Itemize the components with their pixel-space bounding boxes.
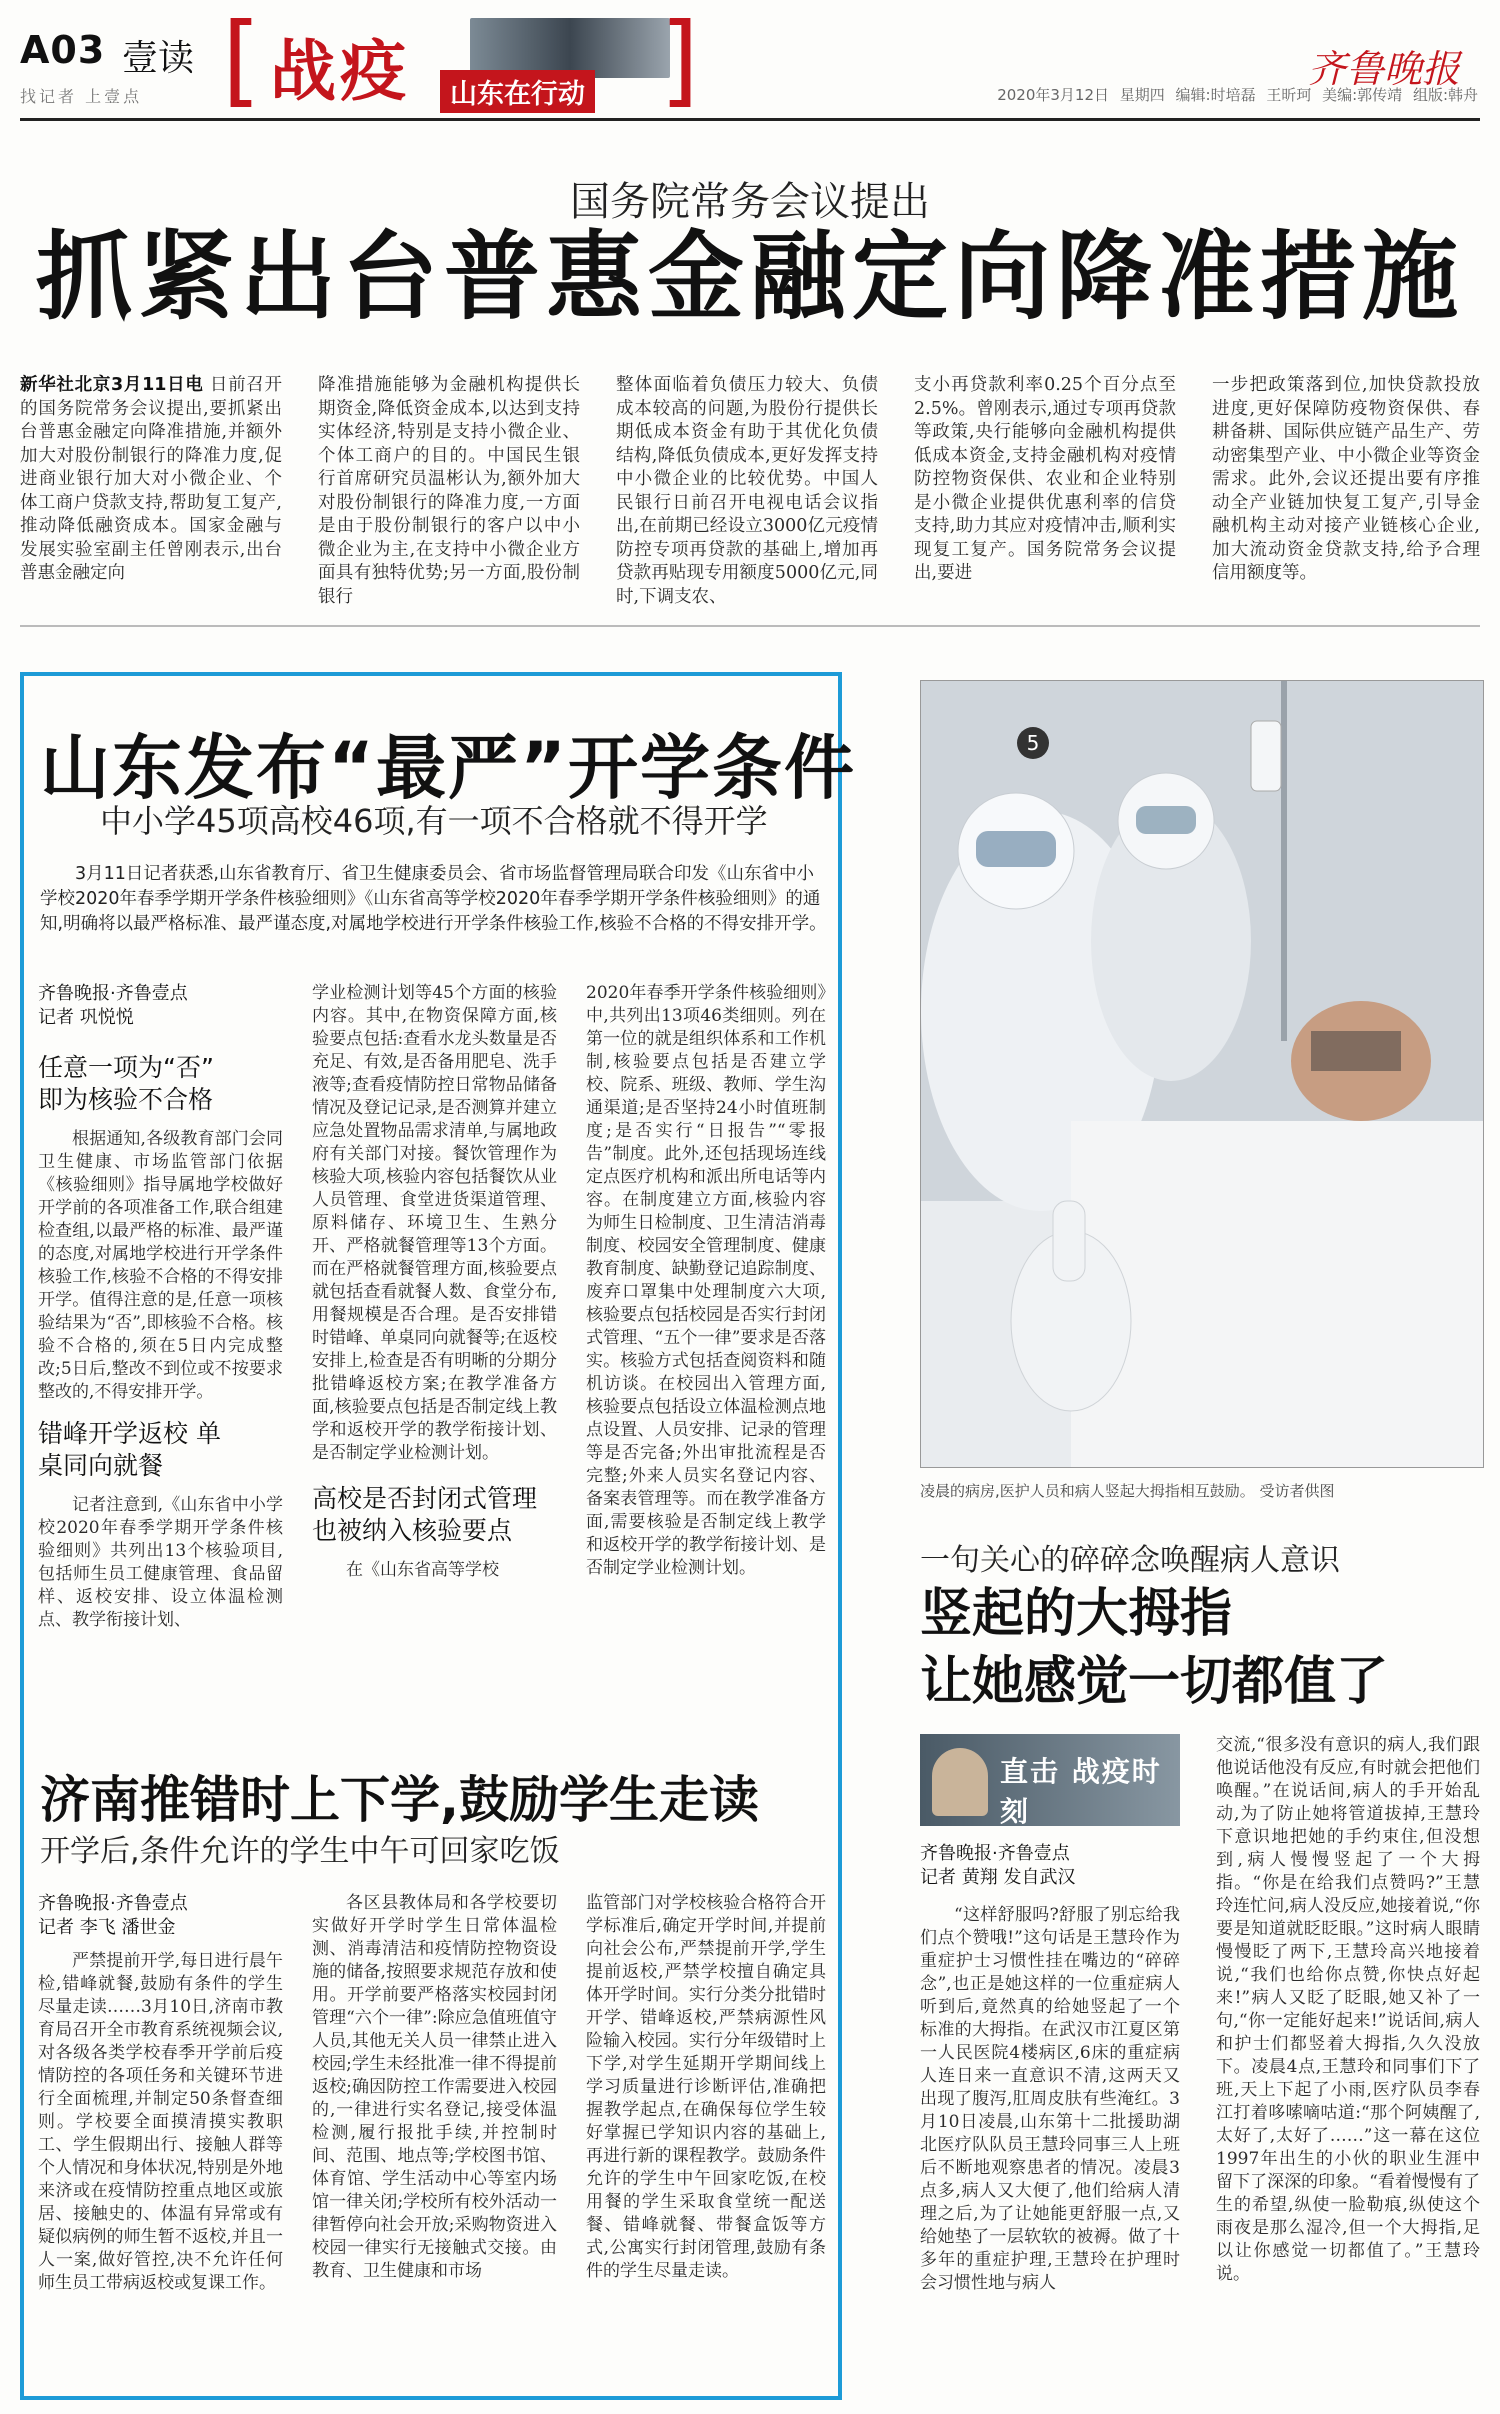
- article2-byline-reporter: 记者 巩悦悦: [38, 1007, 134, 1028]
- article2-headline: 山东发布“最严”开学条件: [40, 727, 857, 809]
- article4-column-1: [920, 1842, 1180, 2295]
- banner-badge: 山东在行动: [440, 70, 595, 113]
- article2-text-2a: 学业检测计划等45个方面的核验内容。其中,在物资保障方面,核验要点包括:查看水龙头数量是否充足、有效,是否备用肥皂、洗手液等;查看疫情防控日常物品储备情况及登记记录,是否测算并建立应急处置物品需求清单,与属地政府有关部门对接。餐饮管理作为核验大项,核验内容包括餐饮从业人员管理、食堂进货渠道管理、原料储存、环境卫生、生熟分开、严格就餐管理等13个方面。而在严格就餐管理方面,核验要点就包括查看就餐人数、食堂分布,用餐规模是否合理。是否安排错时错峰、单桌同向就餐等;在返校安排上,检查是否有明晰的分期分批错峰返校方案;在教学准备方面,核验要点包括是否制定线上教学和返校开学的教学衔接计划、是否制定学业检测计划。: [312, 983, 557, 1463]
- article1-column-2: [318, 374, 580, 609]
- article4-headline: [920, 1580, 1388, 1716]
- reporter-avatar-left: [932, 1748, 988, 1816]
- ward-photo: [920, 680, 1484, 1468]
- article3-subheadline: 开学后,条件允许的学生中午可回家吃饭: [40, 1834, 560, 1869]
- newspaper-brand-logo: 齐鲁晚报: [1307, 47, 1460, 91]
- section-divider: [20, 625, 1480, 627]
- article2-subheadline: 中小学45项高校46项,有一项不合格就不得开学: [100, 802, 768, 840]
- photo-caption: 凌晨的病房,医护人员和病人竖起大拇指相互鼓励。 受访者供图: [920, 1482, 1335, 1500]
- article1-dateline: 新华社北京3月11日电: [20, 375, 204, 395]
- article1-text-5: 一步把政策落到位,加快贷款投放进度,更好保障防疫物资保供、春耕备耕、国际供应链产品生产、劳动密集型产业、中小微企业等资金需求。此外,会议还提出要有序推动全产业链加快复工复产,引导金融机构主动对接产业链核心企业,加大流动资金贷款支持,给予合理信用额度等。: [1212, 375, 1480, 583]
- article4-headline-line-1: 竖起的大拇指: [920, 1584, 1233, 1644]
- article4-column-2: [1216, 1734, 1480, 2286]
- article4-byline-outlet: 齐鲁晚报·齐鲁壹点: [920, 1843, 1070, 1864]
- masthead-rule: [20, 118, 1480, 121]
- article1-column-3: [616, 374, 878, 609]
- article1-headline: 抓紧出台普惠金融定向降准措施: [36, 221, 1464, 333]
- article3-byline-outlet: 齐鲁晚报·齐鲁壹点: [38, 1893, 188, 1914]
- banner-photo: [470, 18, 670, 78]
- article2-text-1b: 记者注意到,《山东省中小学校2020年春季学期开学条件核验细则》共列出13个核验项目,包括师生员工健康管理、食品留样、返校安排、设立体温检测点、教学衔接计划、: [38, 1495, 283, 1630]
- article2-text-3: 2020年春季开学条件核验细则》中,共列出13项46类细则。列在第一位的就是组织体系和工作机制,核验要点包括是否建立学校、院系、班级、教师、学生沟通渠道;是否坚持24小时值班制度;是否实行“日报告”“零报告”制度。此外,还包括现场连线定点医疗机构和派出所电话等内容。在制度建立方面,核验内容为师生日检制度、卫生清洁消毒制度、校园安全管理制度、健康教育制度、缺勤登记追踪制度、废弃口罩集中处理制度六大项,核验要点包括校园是否实行封闭式管理、“五个一律”要求是否落实。核验方式包括查阅资料和随机访谈。在校园出入管理方面,核验要点包括设立体温检测点地点设置、人员安排、记录的管理等是否完备;外出审批流程是否完整;外来人员实名登记内容、备案表管理等。而在教学准备方面,需要核验是否制定线上教学和返校开学的教学衔接计划、是否制定学业检测计划。: [586, 983, 826, 1578]
- article2-subhead-3: 高校是否封闭式管理 也被纳入核验要点: [312, 1484, 538, 1545]
- ward-photo-illustration: [921, 681, 1483, 1467]
- article2-text-1a: 根据通知,各级教育部门会同卫生健康、市场监管部门依据《核验细则》指导属地学校做好开学前的各项准备工作,联合组建检查组,以最严格的标准、最严谨的态度,对属地学校进行开学条件核验工作,核验不合格的不得安排开学。值得注意的是,任意一项核验结果为“否”,即核验不合格。核验不合格的,须在5日内完成整改;5日后,整改不到位或不按要求整改的,不得安排开学。: [38, 1129, 283, 1402]
- article1-column-4: [914, 374, 1176, 586]
- article4-byline-reporter: 记者 黄翔 发自武汉: [920, 1867, 1076, 1888]
- column-badge: [920, 1734, 1180, 1826]
- banner-bracket-right: ]: [660, 1, 700, 118]
- article3-text-3: 监管部门对学校核验合格符合开学标准后,确定开学时间,并提前向社会公布,严禁提前开学,学生提前返校,严禁学校擅自确定具体开学时间。实行分类分批错时开学、错峰返校,严禁病源性风险输入校园。实行分年级错时上下学,对学生延期开学期间线上学习质量进行诊断评估,准确把握教学起点,在确保每位学生较好掌握已学知识内容的基础上,再进行新的课程教学。鼓励条件允许的学生中午回家吃饭,在校用餐的学生采取食堂统一配送餐、错峰就餐、带餐盒饭等方式,公寓实行封闭管理,鼓励有条件的学生尽量走读。: [586, 1893, 826, 2281]
- section-name: 壹读: [122, 38, 195, 79]
- article2-column-1: [38, 982, 283, 1632]
- article4-headline-line-2: 让她感觉一切都值了: [920, 1652, 1389, 1712]
- article1-column-1: [20, 374, 282, 586]
- article1-kicker: 国务院常务会议提出: [570, 179, 930, 225]
- article1-text-1: 日前召开的国务院常务会议提出,要抓紧出台普惠金融定向降准措施,并额外加大对股份制银行的降准力度,促进商业银行加大对小微企业、个体工商户贷款支持,帮助复工复产,推动降低融资成本。国家金融与发展实验室副主任曾刚表示,出台普惠金融定向: [20, 375, 282, 583]
- article3-column-2: [312, 1892, 557, 2283]
- article2-column-2: [312, 982, 557, 1582]
- article4-text-1: “这样舒服吗?舒服了别忘给我们点个赞哦!”这句话是王慧玲作为重症护士习惯性挂在嘴边的“碎碎念”,也正是她这样的一位重症病人听到后,竟然真的给她竖起了一个标准的大拇指。在武汉市江夏区第一人民医院4楼病区,6床的重症病人连日来一直意识不清,这两天又出现了腹泻,肛周皮肤有些淹红。3月10日凌晨,山东第十二批援助湖北医疗队队员王慧玲同事三人上班后不断地观察患者的情况。凌晨3点多,病人又大便了,他们给病人清理之后,为了让她能更舒服一点,又给她垫了一层软软的被褥。做了十多年的重症护理,王慧玲在护理时会习惯性地与病人: [920, 1905, 1180, 2293]
- article2-subhead-2: 错峰开学返校 单桌同向就餐: [38, 1419, 221, 1480]
- article3-column-3: [586, 1892, 826, 2283]
- article4-text-2: 交流,“很多没有意识的病人,我们跟他说话他没有反应,有时就会把他们唤醒。”在说话间,病人的手开始乱动,为了防止她将管道拔掉,王慧玲下意识地把她的手约束住,但没想到,病人慢慢竖起了一个大拇指。“你是在给我们点赞吗?”王慧玲连忙问,病人没反应,她接着说,“你要是知道就眨眨眼。”这时病人眼睛慢慢眨了两下,王慧玲高兴地接着说,“我们也给你点赞,你快点好起来!”病人又眨了眨眼,她又补了一句,“你一定能好起来!”说话间,病人和护士们都竖着大拇指,久久没放下。凌晨4点,王慧玲和同事们下了班,天上下起了小雨,医疗队员李春江打着哆嗦嘀咕道:“那个阿姨醒了,太好了,太好了……”这一幕在这位1997年出生的小伙的职业生涯中留下了深深的印象。“看着慢慢有了生的希望,纵使一脸勒痕,纵使这个雨夜是那么湿冷,但一个大拇指,足以让你感觉一切都值了。”王慧玲说。: [1216, 1735, 1480, 2284]
- svg-text:5: 5: [1026, 731, 1040, 755]
- article4-kicker: 一句关心的碎碎念唤醒病人意识: [920, 1543, 1340, 1578]
- article2-column-3: [586, 982, 826, 1580]
- article2-subhead-1: 任意一项为“否” 即为核验不合格: [38, 1053, 214, 1114]
- article3-column-1: [38, 1892, 283, 2295]
- page-number: A03: [20, 28, 106, 72]
- article1-column-5: [1212, 374, 1480, 586]
- column-badge-text: 直击 战疫时刻: [1000, 1755, 1162, 1828]
- banner-title: 战疫: [270, 32, 410, 110]
- article1-text-3: 整体面临着负债压力较大、负债成本较高的问题,为股份行提供长期低成本资金有助于其优化负债结构,降低负债成本,更好发挥支持中小微企业的比较优势。中国人民银行日前召开电视电话会议指出,在前期已经设立3000亿元疫情防控专项再贷款的基础上,增加再贷款再贴现专用额度5000亿元,同时,下调支农、: [616, 375, 878, 607]
- issue-meta: 2020年3月12日 星期四 编辑:时培磊 王昕珂 美编:郭传靖 组版:韩舟: [997, 86, 1478, 104]
- article3-headline: 济南推错时上下学,鼓励学生走读: [40, 1771, 759, 1829]
- article2-lede: 3月11日记者获悉,山东省教育厅、省卫生健康委员会、省市场监督管理局联合印发《山东省中小学校2020年春季学期开学条件核验细则》《山东省高等学校2020年春季学期开学条件核验细则》的通知,明确将以最严格标准、最严谨态度,对属地学校进行开学条件核验工作,核验不合格的不得安排开学。: [40, 864, 827, 934]
- article3-byline-reporter: 记者 李飞 潘世金: [38, 1917, 176, 1938]
- article2-byline-outlet: 齐鲁晚报·齐鲁壹点: [38, 983, 188, 1004]
- article2-text-2b: 在《山东省高等学校: [346, 1560, 499, 1580]
- masthead-slogan: 找记者 上壹点: [20, 87, 143, 106]
- article1-text-4: 支小再贷款利率0.25个百分点至2.5%。曾刚表示,通过专项再贷款等政策,央行能够向金融机构提供低成本资金,支持金融机构对疫情防控物资保供、农业和企业特别是小微企业提供优惠利率的信贷支持,助力其应对疫情冲击,顺利实现复工复产。国务院常务会议提出,要进: [914, 375, 1176, 583]
- banner-bracket-left: [: [222, 1, 262, 118]
- article3-text-1: 严禁提前开学,每日进行晨午检,错峰就餐,鼓励有条件的学生尽量走读……3月10日,济南市教育局召开全市教育系统视频会议,对各级各类学校春季开学前后疫情防控的各项任务和关键环节进行全面梳理,并制定50条督查细则。学校要全面摸清摸实教职工、学生假期出行、接触人群等个人情况和身体状况,特别是外地来济或在疫情防控重点地区或旅居、接触史的、体温有异常或有疑似病例的师生暂不返校,并且一人一案,做好管控,决不允许任何师生员工带病返校或复课工作。: [38, 1951, 283, 2293]
- article3-text-2: 各区县教体局和各学校要切实做好开学时学生日常体温检测、消毒清洁和疫情防控物资设施的储备,按照要求规范存放和使用。开学前要严格落实校园封闭管理“六个一律”:除应急值班值守人员,其他无关人员一律禁止进入校园;学生未经批准一律不得提前返校;确因防控工作需要进入校园的,一律进行实名登记,接受体温检测,履行报批手续,并控制时间、范围、地点等;学校图书馆、体育馆、学生活动中心等室内场馆一律关闭;学校所有校外活动一律暂停向社会开放;采购物资进入校园一律实行无接触式交接。由教育、卫生健康和市场: [312, 1893, 557, 2281]
- article1-text-2: 降准措施能够为金融机构提供长期资金,降低资金成本,以达到支持实体经济,特别是支持小微企业、个体工商户的目的。中国民生银行首席研究员温彬认为,额外加大对股份制银行的降准力度,一方面是由于股份制银行的客户以中小微企业为主,在支持中小微企业方面具有独特优势;另一方面,股份制银行: [318, 375, 580, 607]
